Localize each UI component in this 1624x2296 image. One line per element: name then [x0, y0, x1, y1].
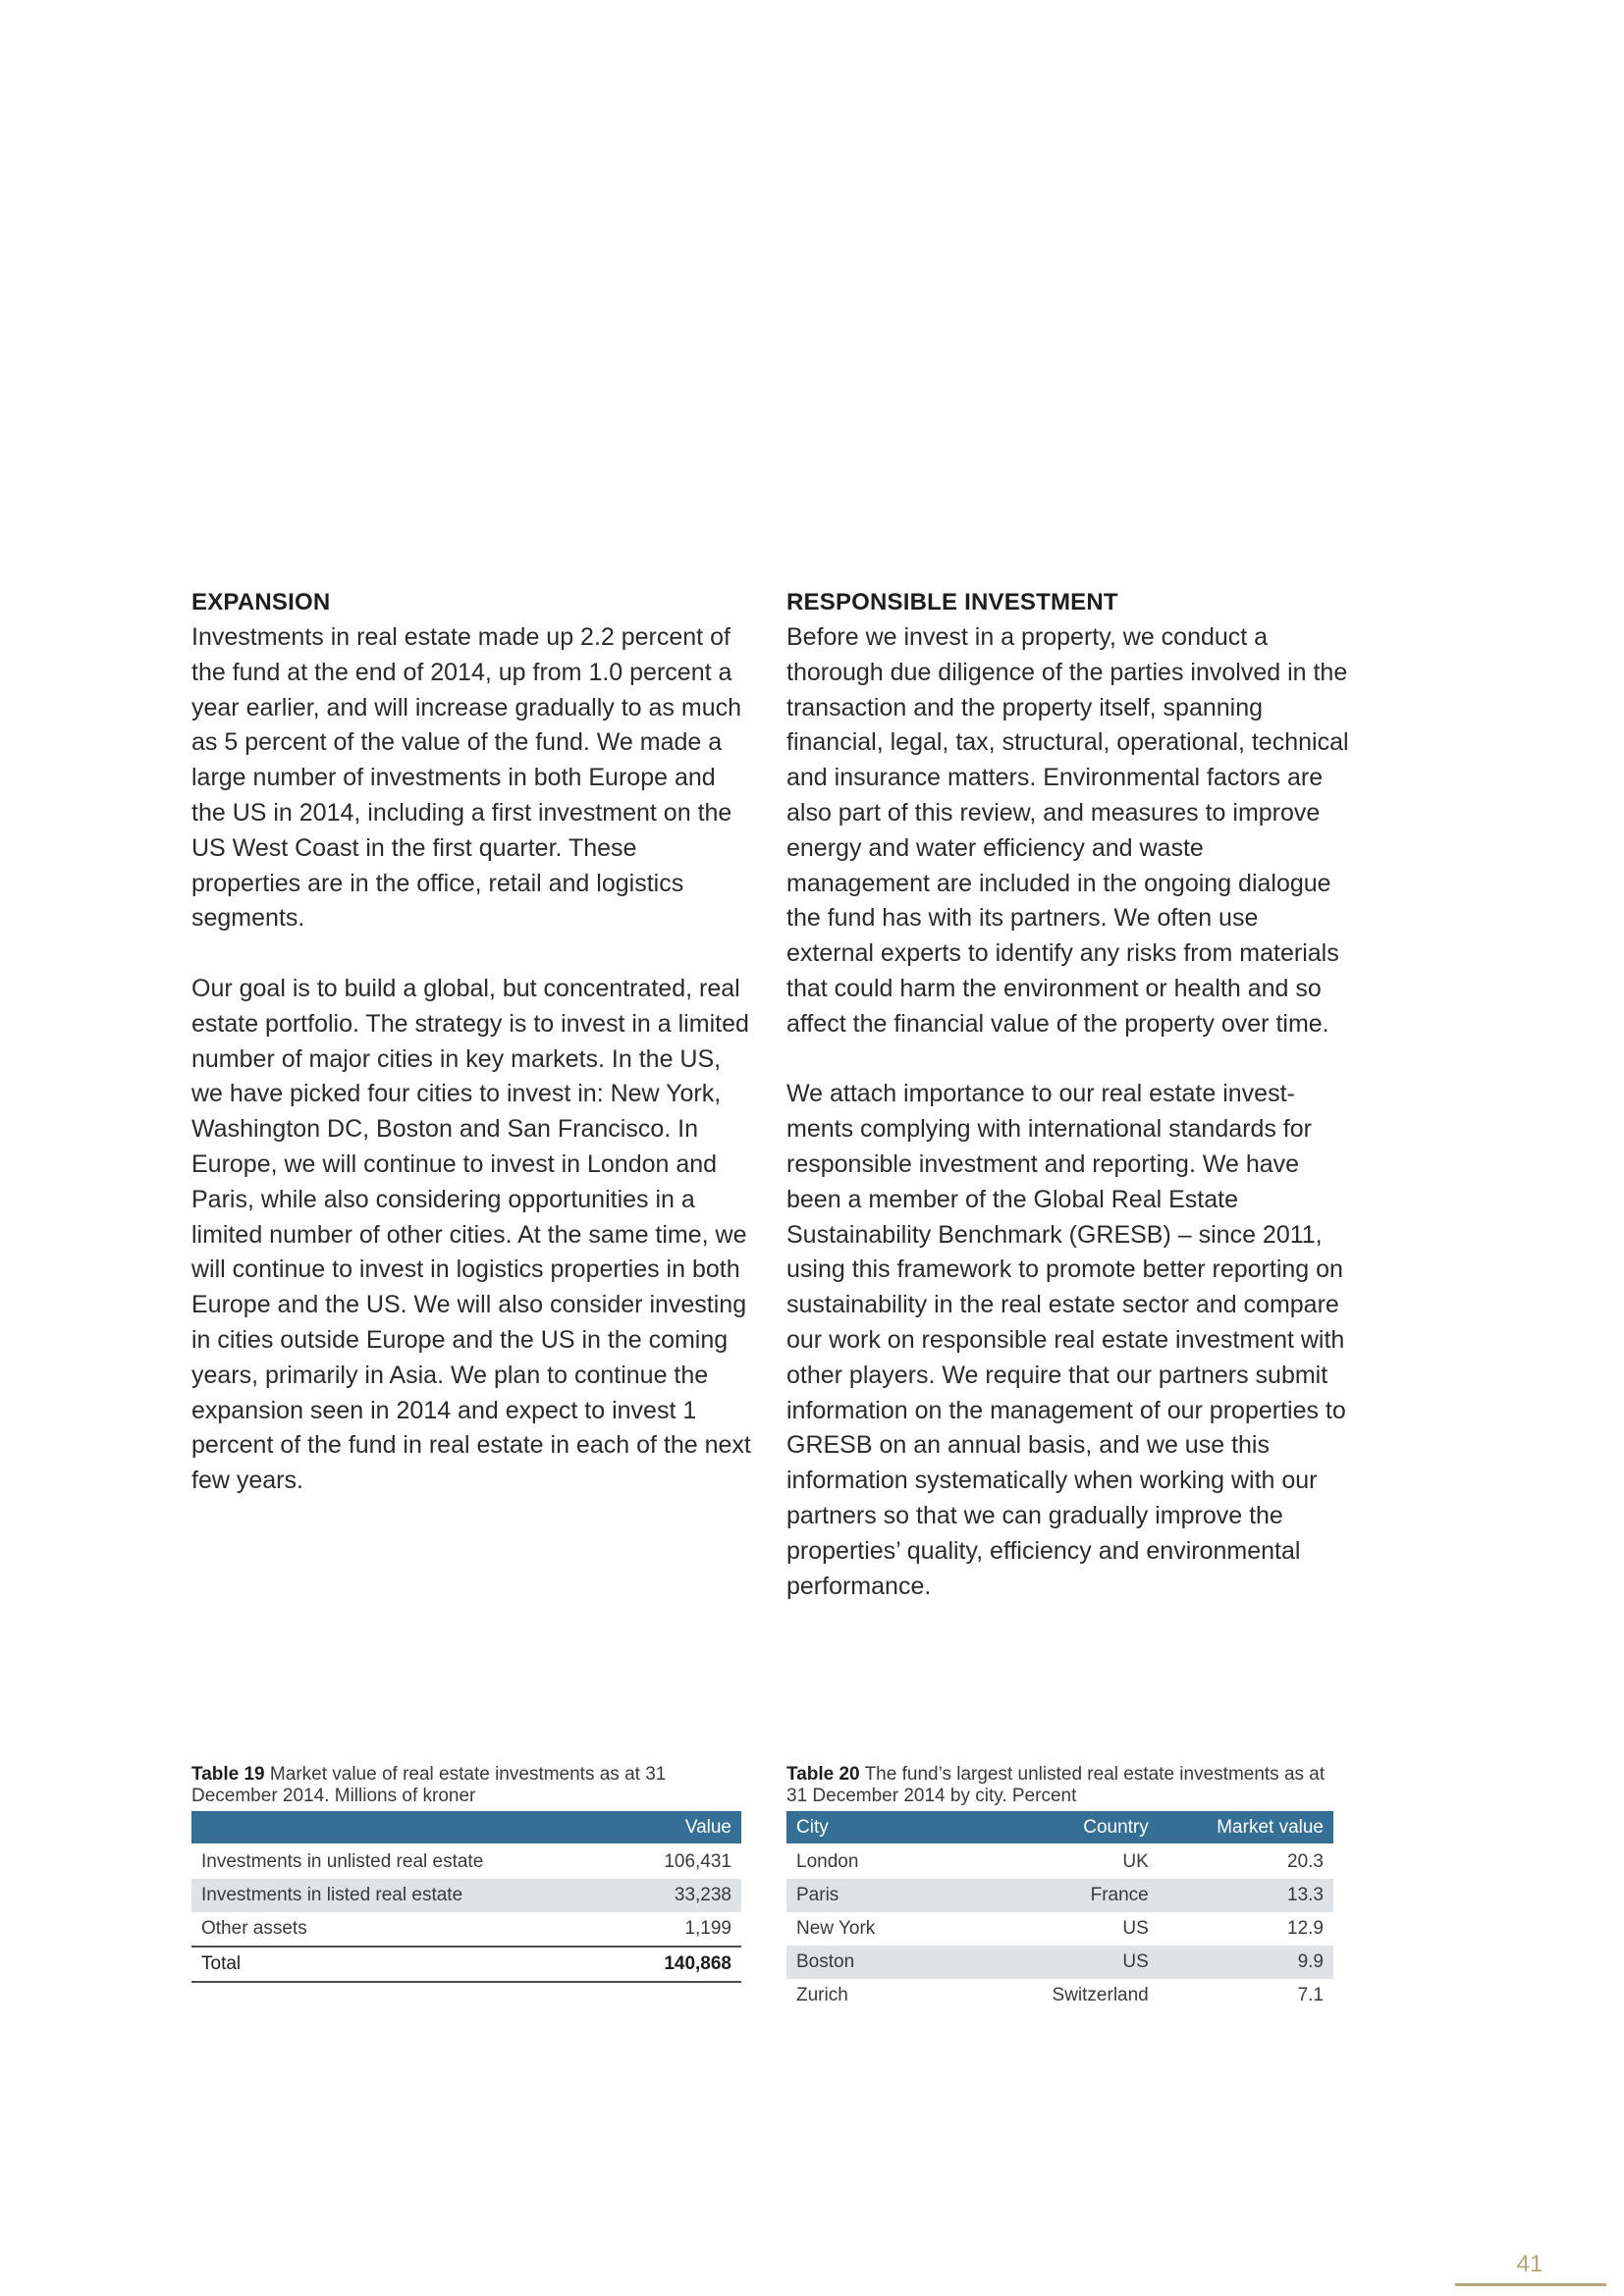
table-20-market-value: 7.1 — [1297, 1985, 1324, 2005]
page-number: 41 — [1516, 2251, 1543, 2277]
table-row — [786, 1912, 1333, 1946]
table-row — [191, 1879, 741, 1912]
table-19-header-label — [191, 1811, 619, 1844]
table-20-city: Paris — [786, 1879, 940, 1912]
table-20-city: New York — [796, 1918, 876, 1939]
table-19-row-label: Investments in unlisted real estate — [201, 1851, 484, 1872]
responsible-investment-paragraph-2: We attach importance to our real estate investments complying with international standards for responsible investment and reporting. We have been a member of the Global Real Estate Sustainability Benchmark (GRESB) – since 2011, using this framework to promote better reporting on sustainability in the real estate sector and compare our work on responsible real estate investment with other players. We require that our partners submit information on the management of our properties to GRESB on an annual basis, and we use this information systematically when working with our partners so that we can gradually improve the properties’ quality, efficiency and environmental performance. — [786, 1080, 1346, 1600]
expansion-heading: EXPANSION — [191, 589, 331, 615]
table-19-header-value: Value — [619, 1811, 741, 1844]
table-19-caption — [191, 1764, 741, 1811]
table-20-city: London — [796, 1851, 859, 1872]
table-19-total-value: 140,868 — [619, 1947, 741, 1982]
table-row — [191, 1912, 741, 1947]
table-20-caption — [786, 1764, 1333, 1811]
table-20-country: Switzerland — [1052, 1985, 1149, 2005]
table-19-label: Table 19 — [191, 1764, 265, 1785]
table-19-header-row — [191, 1811, 741, 1844]
table-20-country: US — [940, 1946, 1159, 1979]
table-19-total-label: Total — [191, 1947, 619, 1982]
table-19-row-value: 106,431 — [664, 1851, 731, 1872]
table-20-market-value: 20.3 — [1287, 1851, 1324, 1872]
table-20-market-value: 13.3 — [1159, 1879, 1333, 1912]
table-row — [786, 1844, 1333, 1879]
table-20-block — [786, 1764, 1333, 2012]
table-20-city: Zurich — [796, 1985, 848, 2005]
table-row — [786, 1946, 1333, 1979]
table-20-market-value: 12.9 — [1287, 1918, 1324, 1939]
table-20-market-value: 9.9 — [1159, 1946, 1333, 1979]
table-19-row-label: Other assets — [201, 1918, 307, 1939]
table-19-block — [191, 1764, 741, 1983]
table-20-header-row — [786, 1811, 1333, 1844]
table-row — [191, 1844, 741, 1879]
table-19-row-label: Investments in listed real estate — [191, 1879, 619, 1912]
responsible-investment-heading: RESPONSIBLE INVESTMENT — [786, 589, 1118, 615]
table-20-country: France — [940, 1879, 1159, 1912]
table-20 — [786, 1811, 1333, 2012]
responsible-investment-paragraph-1: Before we invest in a property, we conduct a thorough due diligence of the parties involved in the transaction and the property itself, spanning financial, legal, tax, structural, operational, technical and insurance matters. Environmental factors are also part of this review, and measures to improve energy and water efficiency and waste management are included in the ongoing dialogue the fund has with its partners. We often use external experts to identify any risks from materials that could harm the environment or health and so affect the financial value of the property over time. — [786, 623, 1349, 1038]
table-20-label: Table 20 — [786, 1764, 860, 1785]
table-row — [786, 1879, 1333, 1912]
expansion-paragraph-2: Our goal is to build a global, but concentrated, real estate portfolio. The strategy is to invest in a limited number of major cities in key markets. In the US, we have picked four cities to invest in: New York, Washington DC, Boston and San Francisco. In Europe, we will continue to invest in London and Paris, while also considering opportunities in a limited number of other cities. At the same time, we will continue to invest in logistics properties in both Europe and the US. We will also consider investing in cities outside Europe and the US in the coming years, primarily in Asia. We plan to continue the expansion seen in 2014 and expect to invest 1 percent of the fund in real estate in each of the next few years. — [191, 974, 751, 1495]
table-20-header-city: City — [786, 1811, 940, 1844]
table-20-header-country: Country — [940, 1811, 1159, 1844]
table-19-row-value: 1,199 — [684, 1918, 731, 1939]
table-row — [786, 1979, 1333, 2012]
expansion-paragraph-1: Investments in real estate made up 2.2 percent of the fund at the end of 2014, up from 1.0 percent a year earlier, and will increase gradually to as much as 5 percent of the value of the fund. We made a large number of investments in both Europe and the US in 2014, including a first investment on the US West Coast in the first quarter. These properties are in the office, retail and logistics segments. — [191, 623, 741, 933]
table-19-total-row — [191, 1947, 741, 1982]
page-number-rule — [1455, 2283, 1606, 2286]
responsible-investment-section — [786, 585, 1351, 1639]
table-19-row-value: 33,238 — [619, 1879, 741, 1912]
table-19-caption-text: Market value of real estate investments as at 31 December 2014. Millions of kroner — [191, 1764, 667, 1806]
expansion-section — [191, 585, 751, 1534]
table-19 — [191, 1811, 741, 1983]
table-20-caption-text: The fund’s largest unlisted real estate investments as at 31 December 2014 by city. Percent — [786, 1764, 1326, 1806]
table-20-header-market-value: Market value — [1159, 1811, 1333, 1844]
table-20-country: US — [1122, 1918, 1149, 1939]
table-20-country: UK — [1122, 1851, 1149, 1872]
table-20-city: Boston — [786, 1946, 940, 1979]
